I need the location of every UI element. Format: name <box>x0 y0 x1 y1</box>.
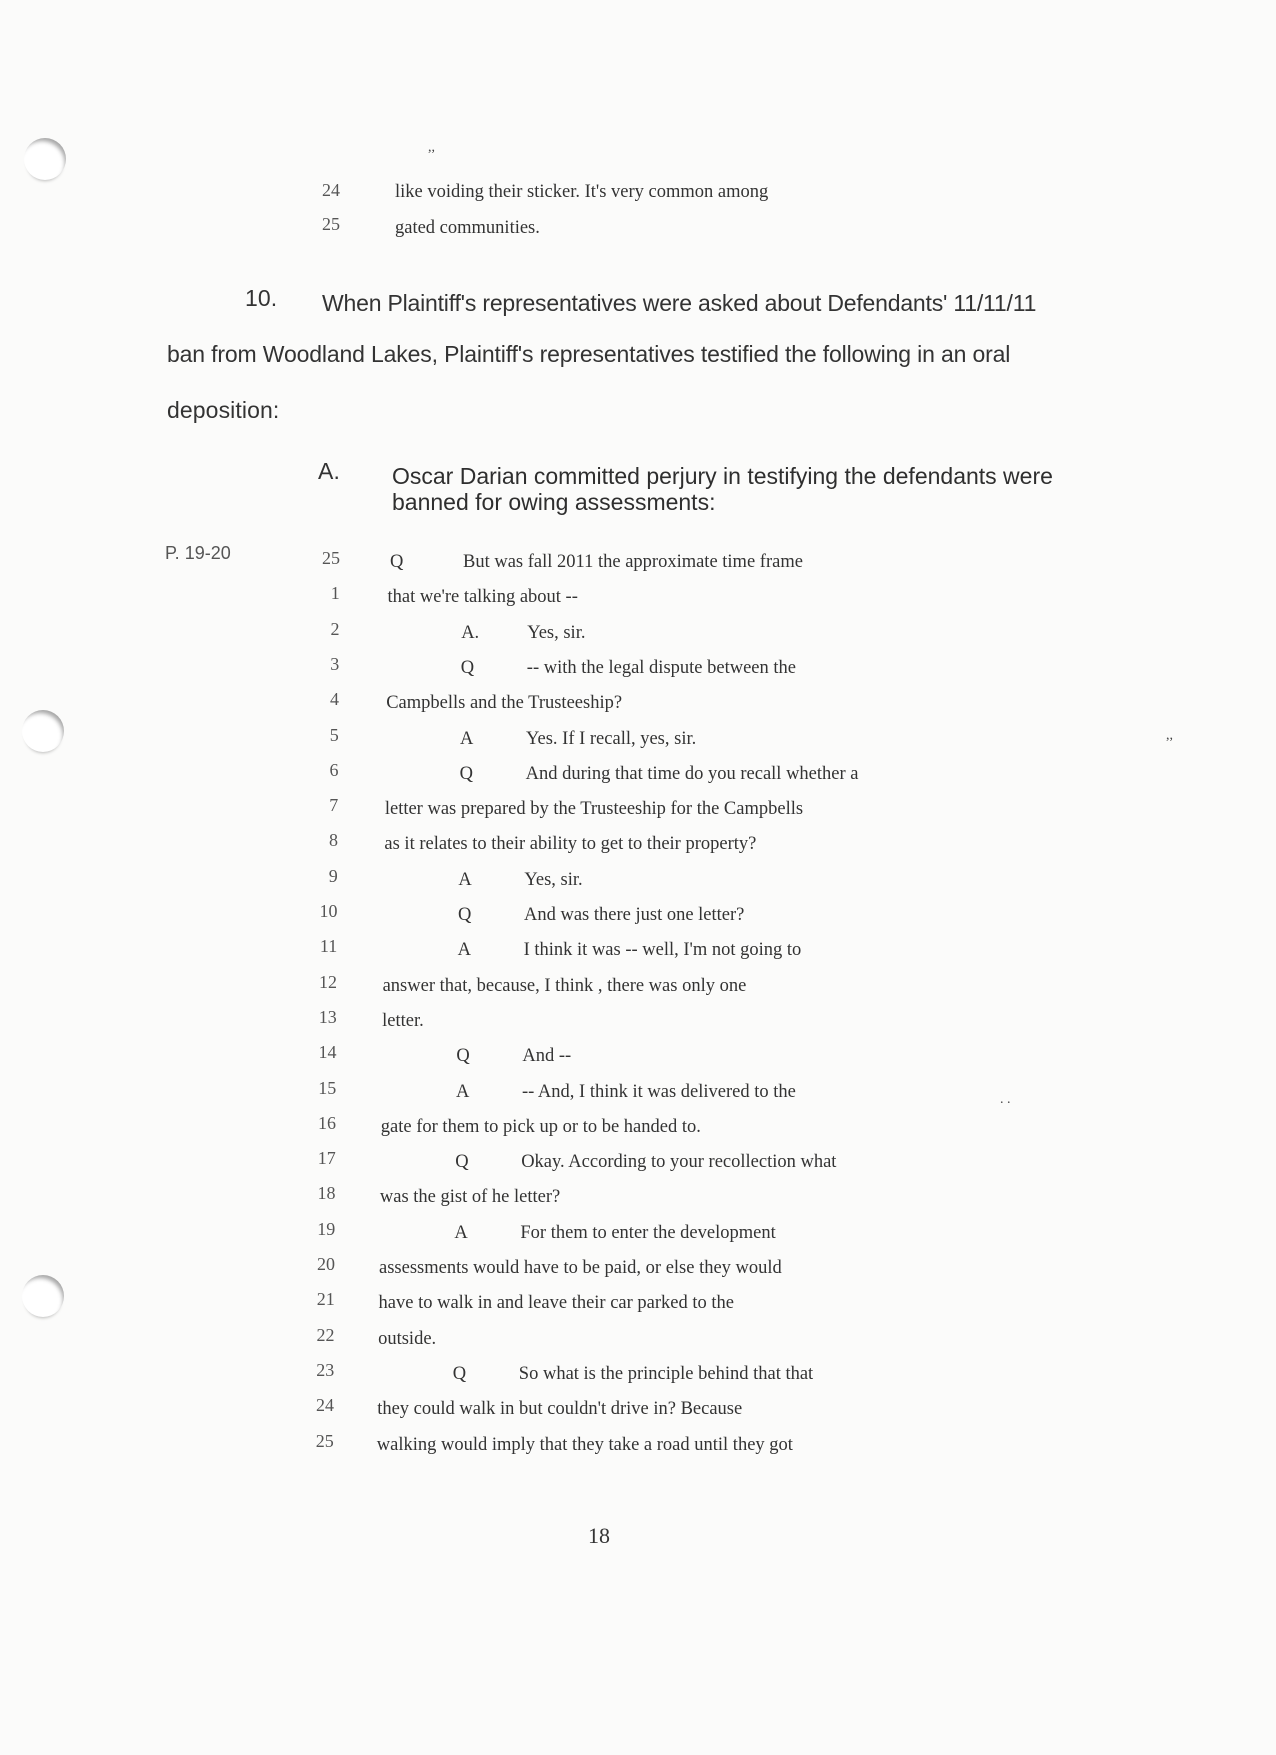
testimony-text: Yes, sir. <box>524 869 583 890</box>
testimony-text: Campbells and the Trusteeship? <box>386 693 623 714</box>
line-number: 22 <box>316 1324 335 1345</box>
line-number: 23 <box>316 1359 335 1380</box>
line-number: 21 <box>316 1289 335 1310</box>
scan-speck: . . <box>1000 1092 1011 1107</box>
speaker-label: Q <box>456 1046 470 1067</box>
testimony-text: -- with the legal dispute between the <box>526 657 796 678</box>
line-number: 11 <box>319 936 338 957</box>
testimony-text: letter. <box>382 1010 424 1031</box>
transcript-line <box>378 1329 436 1350</box>
speaker-label: A <box>460 728 474 749</box>
punch-hole-top <box>24 138 66 180</box>
testimony-text: For them to enter the development <box>520 1222 776 1243</box>
scan-speck: ,, <box>1166 728 1173 743</box>
paragraph-number: 10. <box>245 285 278 311</box>
punch-hole-middle <box>22 710 64 752</box>
transcript-line <box>461 658 796 679</box>
line-number: 19 <box>317 1218 336 1239</box>
testimony-text: as it relates to their ability to get to their property? <box>384 834 757 855</box>
section-heading-line: Oscar Darian committed perjury in testifying the defendants were <box>392 463 1053 489</box>
testimony-text: And was there just one letter? <box>524 905 745 925</box>
transcript-line <box>379 1258 782 1279</box>
line-number: 14 <box>318 1042 337 1063</box>
transcript-line <box>456 1046 571 1067</box>
transcript-line <box>455 1152 836 1173</box>
transcript-line: like voiding their sticker. It's very common among <box>395 182 769 202</box>
page-number: 18 <box>588 1523 610 1548</box>
line-number: 5 <box>329 724 339 745</box>
line-number: 8 <box>329 830 338 851</box>
paragraph-line: ban from Woodland Lakes, Plaintiff's representatives testified the following in an oral <box>167 341 1011 367</box>
line-number: 1 <box>330 583 340 604</box>
transcript-line <box>382 1011 424 1032</box>
transcript-line <box>377 1399 742 1420</box>
line-number: 18 <box>317 1183 336 1204</box>
punch-hole-bottom <box>22 1275 64 1317</box>
line-number: 25 <box>322 214 340 234</box>
line-number: 15 <box>318 1077 337 1098</box>
testimony-text: have to walk in and leave their car parked to the <box>378 1293 735 1314</box>
transcript-line <box>381 1117 701 1138</box>
paragraph-line: When Plaintiff's representatives were asked about Defendants' 11/11/11 <box>322 290 1037 316</box>
transcript-line <box>384 834 756 855</box>
line-number: 3 <box>330 653 340 674</box>
speaker-label: Q <box>458 905 472 925</box>
speaker-label: Q <box>455 1152 469 1173</box>
transcript-line <box>386 693 622 714</box>
transcript-line <box>390 552 803 573</box>
section-label: A. <box>318 458 340 484</box>
line-number: 17 <box>317 1148 336 1169</box>
transcript-line <box>458 940 802 961</box>
speaker-label: A <box>458 869 472 890</box>
testimony-text: Yes, sir. <box>527 622 586 643</box>
line-number: 24 <box>316 1395 334 1416</box>
speaker-label: A <box>456 1081 470 1102</box>
speaker-label: Q <box>459 763 473 784</box>
transcript-line <box>379 1293 734 1314</box>
transcript-line <box>380 1187 560 1208</box>
line-number: 10 <box>319 901 338 921</box>
testimony-text: that we're talking about -- <box>387 587 578 608</box>
line-number: 6 <box>329 759 339 780</box>
page-citation: P. 19-20 <box>165 543 231 563</box>
testimony-text: So what is the principle behind that that <box>518 1363 814 1384</box>
line-number: 24 <box>322 180 340 200</box>
line-number: 20 <box>317 1254 335 1274</box>
testimony-text: outside. <box>378 1328 437 1349</box>
transcript-line <box>460 764 859 785</box>
testimony-text: letter was prepared by the Trusteeship for the Campbells <box>384 799 804 820</box>
speaker-label: Q <box>452 1363 467 1384</box>
speaker-label: A <box>457 940 471 961</box>
testimony-text: was the gist of he letter? <box>379 1187 561 1208</box>
testimony-text: But was fall 2011 the approximate time frame <box>463 552 803 572</box>
transcript-line: gated communities. <box>395 218 540 238</box>
transcript-line <box>388 587 578 608</box>
testimony-text: Yes. If I recall, yes, sir. <box>526 728 697 749</box>
transcript-line <box>383 976 747 997</box>
line-number: 2 <box>330 618 340 639</box>
transcript-line <box>456 1082 796 1103</box>
transcript-line <box>458 870 582 891</box>
testimony-text: walking would imply that they take a road until they got <box>376 1434 793 1455</box>
line-number: 16 <box>318 1112 336 1133</box>
scan-speck: ,, <box>428 140 435 155</box>
line-number: 25 <box>315 1430 334 1451</box>
line-number: 25 <box>322 548 340 568</box>
speaker-label: A. <box>461 622 480 643</box>
line-number: 13 <box>318 1006 337 1027</box>
testimony-text: gate for them to pick up or to be handed to. <box>380 1116 701 1137</box>
paragraph-line: deposition: <box>167 397 280 423</box>
speaker-label: Q <box>460 657 475 678</box>
line-number: 7 <box>329 795 339 816</box>
transcript-line <box>458 905 744 926</box>
transcript-line <box>453 1364 813 1385</box>
testimony-text: And -- <box>522 1046 572 1067</box>
testimony-text: they could walk in but couldn't drive in? Because <box>377 1399 743 1420</box>
testimony-text: I think it was -- well, I'm not going to <box>523 940 802 961</box>
testimony-text: -- And, I think it was delivered to the <box>522 1081 796 1102</box>
testimony-text: assessments would have to be paid, or else they would <box>379 1258 782 1278</box>
testimony-text: answer that, because, I think , there was only one <box>382 975 747 996</box>
transcript-line <box>454 1223 775 1244</box>
testimony-text: Okay. According to your recollection what <box>521 1152 837 1173</box>
transcript-line <box>461 623 585 644</box>
transcript-line <box>385 799 803 820</box>
transcript-line <box>460 729 696 750</box>
line-number: 9 <box>328 865 338 886</box>
transcript-line <box>377 1435 793 1456</box>
speaker-label: A <box>454 1222 468 1243</box>
section-heading <box>392 463 1072 515</box>
section-heading-line: banned for owing assessments: <box>392 489 716 515</box>
speaker-label: Q <box>390 552 404 572</box>
testimony-text: And during that time do you recall whether a <box>525 763 859 784</box>
line-number: 12 <box>319 971 337 992</box>
line-number: 4 <box>330 689 339 710</box>
